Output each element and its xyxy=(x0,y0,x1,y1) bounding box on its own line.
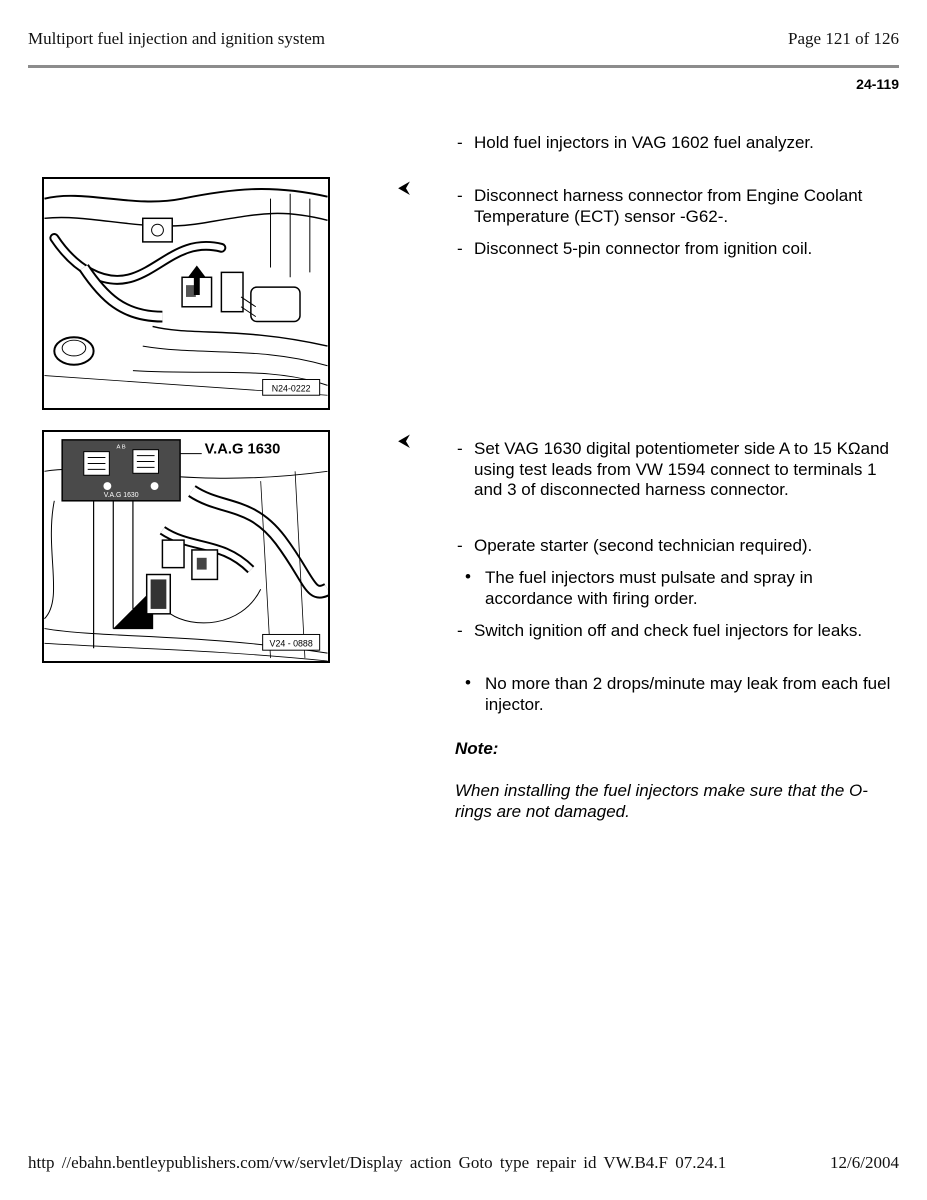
tool-small-label: V.A.G 1630 xyxy=(103,491,139,499)
figure-ect-sensor-connector xyxy=(42,177,330,410)
footer-date: 12/6/2004 xyxy=(830,1153,899,1172)
footer-url: http //ebahn.bentleypublishers.com/vw/servlet/Display action Goto type repair id VW.B4.F 07.24.1 xyxy=(28,1153,727,1172)
step-disconnect-coil xyxy=(457,239,897,260)
step-text: Disconnect harness connector from Engine Coolant Temperature (ECT) sensor -G62-. xyxy=(474,186,863,226)
bullet-dot: • xyxy=(465,673,471,692)
engine-bay-illustration xyxy=(44,179,328,408)
bullet-leak-limit xyxy=(465,674,895,715)
figure-code-label: V24 - 0888 xyxy=(269,638,313,649)
arrow-left-icon: ⮜ xyxy=(398,178,411,197)
step-operate-starter xyxy=(457,536,897,557)
note-body: When installing the fuel injectors make sure that the O-rings are not damaged. xyxy=(455,781,868,821)
step-disconnect-ect xyxy=(457,186,897,227)
note-heading: Note: xyxy=(455,739,499,758)
arrow-left-icon: ⮜ xyxy=(398,431,411,450)
document-title: Multiport fuel injection and ignition system xyxy=(28,29,325,48)
figure-vag1630-hookup xyxy=(42,430,330,663)
bullet-injectors-pulsate xyxy=(465,568,895,609)
tool-callout-label: V.A.G 1630 xyxy=(204,441,281,458)
list-dash: - xyxy=(457,621,463,640)
socket-labels: A B xyxy=(116,444,126,451)
step-set-potentiometer xyxy=(457,439,897,501)
list-dash: - xyxy=(457,239,463,258)
step-text: Set VAG 1630 digital potentiometer side A to 15 KΩand using test leads from VW 1594 connect to terminals 1 and 3 of disconnected harness connector. xyxy=(474,439,889,499)
step-text: Disconnect 5-pin connector from ignition coil. xyxy=(474,239,813,258)
figure-code-label: N24-0222 xyxy=(271,383,311,394)
bullet-text: The fuel injectors must pulsate and spray in accordance with firing order. xyxy=(485,568,813,608)
step-text: Switch ignition off and check fuel injectors for leaks. xyxy=(474,621,863,640)
step-text: Hold fuel injectors in VAG 1602 fuel analyzer. xyxy=(474,133,814,152)
page-indicator: Page 121 of 126 xyxy=(788,29,899,48)
header-divider xyxy=(28,65,899,68)
list-dash: - xyxy=(457,186,463,205)
section-number: 24-119 xyxy=(856,76,899,92)
step-check-leaks xyxy=(457,621,897,642)
bullet-text: No more than 2 drops/minute may leak from each fuel injector. xyxy=(485,674,891,714)
step-text: Operate starter (second technician required). xyxy=(474,536,813,555)
list-dash: - xyxy=(457,133,463,152)
bullet-dot: • xyxy=(465,567,471,586)
list-dash: - xyxy=(457,536,463,555)
test-hookup-illustration xyxy=(44,432,328,661)
list-dash: - xyxy=(457,439,463,458)
step-hold-injectors xyxy=(457,133,897,154)
